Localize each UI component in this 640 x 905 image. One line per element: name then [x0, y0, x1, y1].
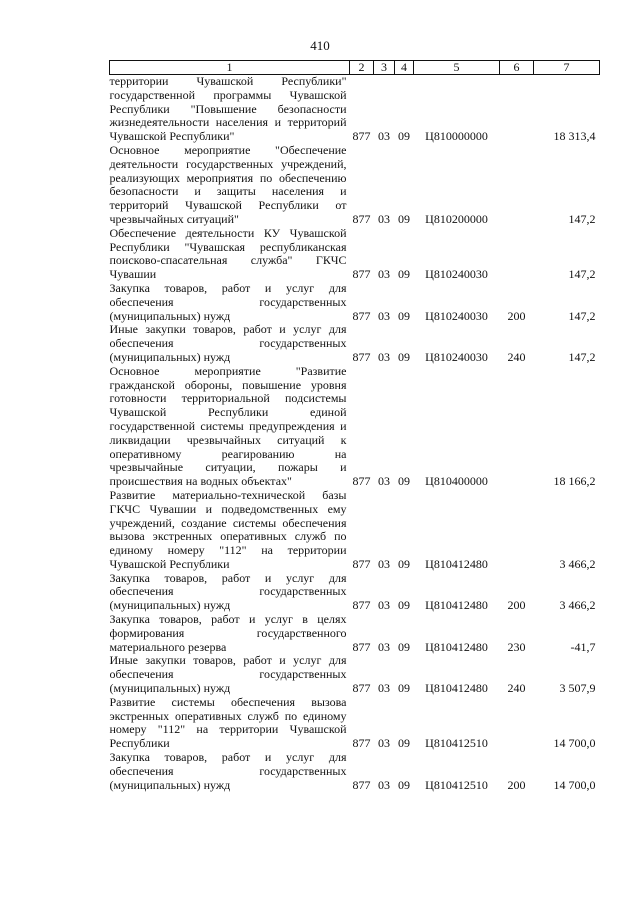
header-col-5: 5: [414, 61, 500, 75]
table-row: [110, 572, 600, 613]
row-description: Закупка товаров, работ и услуг для обеспечения государственных (муниципальных) нужд: [109, 750, 347, 792]
row-pr: 09: [398, 777, 410, 792]
header-col-4: 4: [395, 61, 414, 75]
row-cs: Ц810240030: [425, 308, 488, 323]
row-description: Основное мероприятие "Развитие гражданской обороны, повышение уровня готовности территориальной подсистемы Чувашской Республики единой государственной системы предупреждения и ликвидации чрезвычайных ситуаций к оперативному реагированию на чрезвычайные ситуации, пожары и происшествия на водных объектах": [109, 363, 347, 489]
row-pr: 09: [398, 267, 410, 282]
row-gr: 877: [352, 598, 371, 613]
row-gr: 877: [352, 267, 371, 282]
table-row: [110, 144, 600, 227]
row-gr: 877: [352, 308, 371, 323]
row-description: Развитие материально-технической базы ГКЧС Чувашии и подведомственных ему учреждений, создание системы обеспечения вызова экстренных оперативных служб по единому номеру "112" на территории Чувашской Республики: [109, 487, 347, 571]
budget-table: [109, 60, 600, 792]
row-cs: Ц810400000: [425, 474, 488, 489]
row-cs: Ц810240030: [425, 349, 488, 364]
row-gr: 877: [352, 349, 371, 364]
row-cs: Ц810240030: [425, 267, 488, 282]
row-gr: 877: [352, 556, 371, 571]
row-gr: 877: [352, 681, 371, 696]
row-rz: 03: [378, 777, 390, 792]
header-col-6: 6: [500, 61, 534, 75]
row-vr: 240: [507, 349, 526, 364]
row-rz: 03: [378, 556, 390, 571]
row-sum: 3 507,9: [559, 681, 596, 696]
row-sum: 18 166,2: [553, 474, 596, 489]
row-rz: 03: [378, 736, 390, 751]
row-vr: 200: [507, 308, 526, 323]
header-row: [110, 61, 600, 75]
row-rz: 03: [378, 474, 390, 489]
row-rz: 03: [378, 639, 390, 654]
row-description: Закупка товаров, работ и услуг в целях формирования государственного материального резерва: [109, 612, 347, 654]
table-row: [110, 654, 600, 695]
row-description: Обеспечение деятельности КУ Чувашской Республики "Чувашская республиканская поисково-спасательная служба" ГКЧС Чувашии: [109, 225, 347, 282]
row-vr: [500, 227, 534, 282]
row-sum: 147,2: [568, 308, 596, 323]
row-gr: 877: [352, 639, 371, 654]
row-sum: 14 700,0: [553, 736, 596, 751]
row-description: Иные закупки товаров, работ и услуг для обеспечения государственных (муниципальных) нужд: [109, 653, 347, 696]
row-sum: 14 700,0: [553, 777, 596, 792]
row-vr: 200: [507, 777, 526, 792]
row-vr: 240: [507, 681, 526, 696]
row-pr: 09: [398, 129, 410, 144]
row-description: Развитие системы обеспечения вызова экстренных оперативных служб по единому номеру "112" на территории Чувашской Республики: [109, 694, 347, 751]
row-pr: 09: [398, 556, 410, 571]
row-cs: Ц810412480: [425, 639, 488, 654]
row-rz: 03: [378, 308, 390, 323]
row-pr: 09: [398, 349, 410, 364]
row-description: Основное мероприятие "Обеспечение деятельности государственных учреждений, реализующих мероприятия по обеспечению безопасности и защиты населения и территорий Чувашской Республики от чрезвычайных ситуаций": [109, 142, 347, 226]
row-pr: 09: [398, 681, 410, 696]
row-rz: 03: [378, 211, 390, 226]
table-row: [110, 751, 600, 792]
row-rz: 03: [378, 681, 390, 696]
row-sum: -41,7: [570, 639, 596, 654]
row-sum: 147,2: [568, 349, 596, 364]
row-cs: Ц810412510: [425, 777, 488, 792]
row-vr: [500, 365, 534, 489]
row-vr: [500, 144, 534, 227]
row-vr: [500, 696, 534, 751]
row-gr: 877: [352, 777, 371, 792]
row-cs: Ц810412480: [425, 598, 488, 613]
row-cs: Ц810412510: [425, 736, 488, 751]
row-description: Закупка товаров, работ и услуг для обеспечения государственных (муниципальных) нужд: [109, 280, 347, 323]
row-description: Закупка товаров, работ и услуг для обеспечения государственных (муниципальных) нужд: [109, 570, 347, 613]
row-cs: Ц810412480: [425, 681, 488, 696]
row-sum: 147,2: [568, 267, 596, 282]
row-cs: Ц810412480: [425, 556, 488, 571]
row-gr: 877: [352, 736, 371, 751]
table-row: [110, 75, 600, 144]
row-gr: 877: [352, 474, 371, 489]
header-col-2: 2: [350, 61, 374, 75]
header-col-3: 3: [374, 61, 395, 75]
table-row: [110, 613, 600, 654]
row-sum: 3 466,2: [559, 598, 596, 613]
row-rz: 03: [378, 349, 390, 364]
table-row: [110, 696, 600, 751]
row-description: территории Чувашской Республики" государственной программы Чувашской Республики "Повышение безопасности жизнедеятельности населения и территорий Чувашской Республики": [109, 74, 347, 144]
row-sum: 3 466,2: [559, 556, 596, 571]
row-rz: 03: [378, 267, 390, 282]
table-row: [110, 323, 600, 364]
row-pr: 09: [398, 736, 410, 751]
row-pr: 09: [398, 598, 410, 613]
row-rz: 03: [378, 598, 390, 613]
row-pr: 09: [398, 308, 410, 323]
row-pr: 09: [398, 474, 410, 489]
row-vr: [500, 489, 534, 572]
row-description: Иные закупки товаров, работ и услуг для обеспечения государственных (муниципальных) нужд: [109, 322, 347, 364]
row-pr: 09: [398, 639, 410, 654]
row-sum: 147,2: [568, 211, 596, 226]
table-row: [110, 365, 600, 489]
row-gr: 877: [352, 129, 371, 144]
table-row: [110, 489, 600, 572]
table-row: [110, 282, 600, 323]
row-vr: 200: [507, 598, 526, 613]
row-cs: Ц810200000: [425, 211, 488, 226]
row-vr: [500, 75, 534, 144]
table-row: [110, 227, 600, 282]
page-number: 410: [310, 38, 330, 53]
header-col-7: 7: [534, 61, 600, 75]
row-rz: 03: [378, 129, 390, 144]
row-vr: 230: [507, 639, 526, 654]
header-col-1: 1: [110, 61, 350, 75]
row-cs: Ц810000000: [425, 129, 488, 144]
row-sum: 18 313,4: [553, 129, 596, 144]
row-pr: 09: [398, 211, 410, 226]
row-gr: 877: [352, 211, 371, 226]
